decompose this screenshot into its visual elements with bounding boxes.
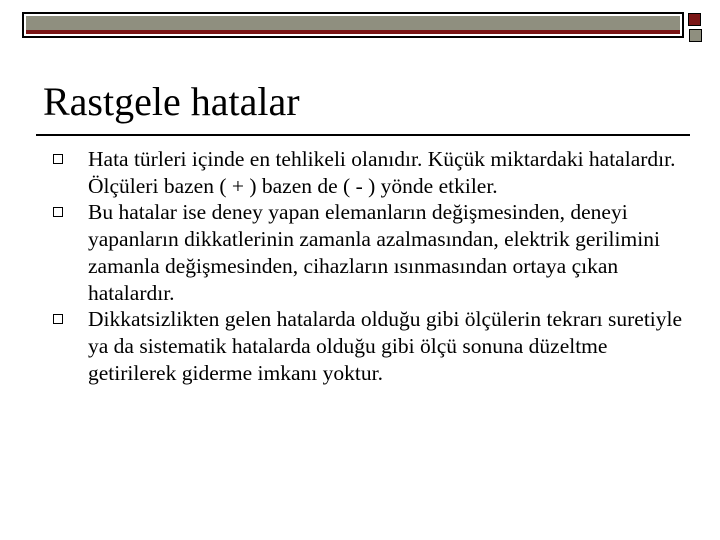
header-band-fill <box>26 16 680 30</box>
hollow-square-bullet-icon <box>53 314 63 324</box>
corner-decoration <box>686 13 708 43</box>
bullet-item <box>51 306 691 386</box>
bullet-text: Dikkatsizlikten gelen hatalarda olduğu gibi ölçülerin tekrarı suretiyle ya da sistematik hatalarda olduğu gibi ölçü sonuna düzeltme getirilerek giderme imkanı yoktur. <box>88 307 683 385</box>
red-square-decoration <box>688 13 701 26</box>
hollow-square-bullet-icon <box>53 207 63 217</box>
grey-square-decoration <box>689 29 702 42</box>
header-band <box>22 12 684 38</box>
header-band-stripe <box>26 30 680 34</box>
bullet-item <box>51 146 691 199</box>
bullet-list <box>51 146 691 386</box>
bullet-text: Bu hatalar ise deney yapan elemanların değişmesinden, deneyi yapanların dikkatlerinin zamanla azalmasından, elektrik gerilimini zamanla değişmesinden, cihazların ısınmasından ortaya çıkan hatalardır. <box>88 200 660 305</box>
bullet-text: Hata türleri içinde en tehlikeli olanıdır. Küçük miktardaki hatalardır. Ölçüleri bazen ( + ) bazen de ( - ) yönde etkiler. <box>88 147 676 198</box>
slide-title: Rastgele hatalar <box>43 79 300 124</box>
title-divider <box>36 134 690 136</box>
hollow-square-bullet-icon <box>53 154 63 164</box>
bullet-item <box>51 199 691 306</box>
